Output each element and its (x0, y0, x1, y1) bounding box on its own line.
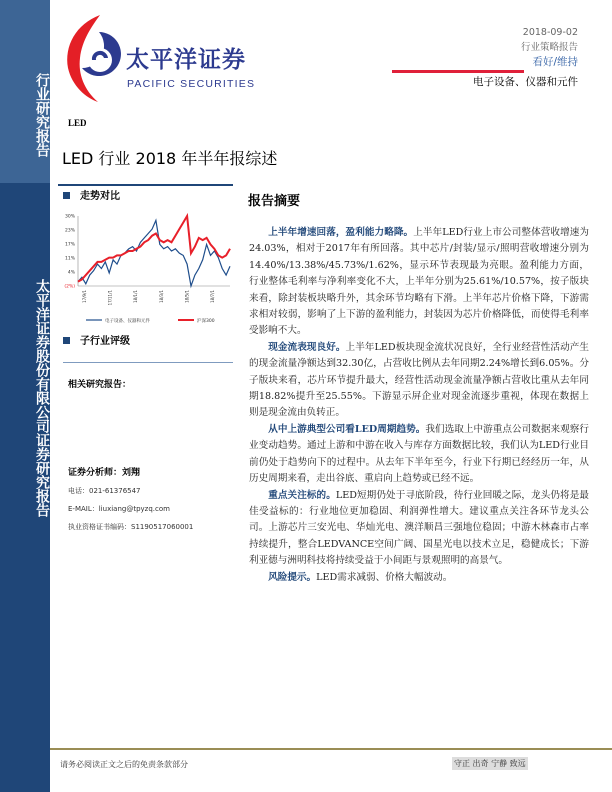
legend-label: 沪深300 (197, 319, 215, 324)
divider (63, 362, 233, 363)
y-tick-label: 30% (64, 214, 75, 220)
x-tick-label: 18/7/1 (210, 290, 215, 303)
related-reports-heading: 相关研究报告： (68, 380, 132, 390)
summary-heading: 报告摘要 (248, 194, 301, 209)
x-tick-label: 18/1/1 (133, 290, 139, 303)
rating: 看好/维持 (532, 56, 578, 68)
trend-chart (60, 210, 240, 328)
rating-underline (392, 70, 524, 73)
paragraph-lead: 上半年增速回落，盈利能力略降。 (268, 227, 414, 238)
analyst-phone: 电话：021-61376547 (68, 487, 141, 495)
footer-motto: 守正 出奇 宁静 致远 (452, 757, 528, 770)
sidebar-top-label: 行业研究报告 (34, 73, 50, 157)
company-logo (62, 12, 256, 102)
sidebar-bottom (0, 183, 50, 792)
sidebar-bottom-label: 太平洋证券股份有限公司证券研究报告 (34, 279, 50, 517)
x-tick-label: 18/3/1 (158, 290, 164, 303)
x-tick-label: 17/9/1 (82, 290, 87, 303)
analyst-email[interactable]: E-MAIL：liuxiang@tpyzq.com (68, 505, 170, 513)
paragraph-lead: 重点关注标的。 (268, 489, 336, 501)
y-tick-label: 23% (64, 228, 75, 234)
y-tick-label: 4% (67, 270, 75, 276)
tag-label: LED (68, 118, 87, 128)
summary-body (249, 225, 589, 586)
footer-disclaimer: 请务必阅读正文之后的免责条款部分 (60, 760, 188, 769)
sub-rating-text: 子行业评级 (80, 336, 130, 347)
summary-paragraph (249, 422, 589, 488)
summary-paragraph (249, 570, 589, 586)
paragraph-lead: 从中上游典型公司看LED周期趋势。 (268, 423, 426, 435)
report-type: 行业策略报告 (520, 42, 578, 53)
analyst-license: 执业资格证书编码：S1190517060001 (68, 523, 194, 531)
trend-heading (63, 191, 120, 203)
report-date: 2018-09-02 (522, 27, 578, 38)
paragraph-text: 上半年LED行业上市公司整体营收增速为24.03%，相对于2017年有所回落。其中芯片/封装/显示/照明营收增速分别为14.40%/13.38%/45.73%/1.62%，显示环节表现最为亮眼。盈利能力方面，行业整体毛利率与净利率变化不大，上半年分别为25.61%/10.57%，按子版块来看，除封装板块略升外，其余环节均略有下滑。上半年芯片价格下降，下游需求相对较弱，影响了上下游的盈利能力，封装因为芯片价格降低，而使得毛利率受影响不大。 (249, 227, 590, 337)
bullet-square-icon (63, 192, 70, 199)
sub-rating-heading (63, 336, 130, 348)
industry-name: 电子设备、仪器和元件 (473, 76, 578, 88)
paragraph-text: LED需求减弱、价格大幅波动。 (316, 571, 453, 583)
analyst-name: 证券分析师：刘翔 (68, 468, 141, 478)
page-title: LED 行业 2018 年半年报综述 (62, 149, 278, 168)
left-top-rule (58, 184, 233, 186)
y-tick-label: 17% (64, 242, 75, 248)
logo-mark-icon (62, 12, 122, 102)
trend-heading-text: 走势对比 (80, 191, 120, 202)
paragraph-lead: 现金流表现良好。 (268, 341, 346, 353)
y-tick-label: (2%) (64, 284, 75, 290)
paragraph-lead: 风险提示。 (268, 571, 317, 583)
y-tick-label: 11% (64, 256, 75, 262)
x-tick-label: 17/11/1 (107, 290, 113, 306)
footer-rule (50, 748, 612, 750)
series-line-industry (78, 220, 230, 286)
summary-paragraph (249, 225, 589, 340)
paragraph-text: LED短期仍处于寻底阶段，待行业回暖之际，龙头仍将是最佳受益标的：行业地位更加稳固、利润弹性增大。建议重点关注各环节龙头公司。上游芯片三安光电、华灿光电、澳洋顺昌三强地位稳固；中游木林森市占率持续提升，整合LEDVANCE空间广阔、国星光电以技术立足，稳健成长；下游利亚德与洲明科技将持续受益于小间距与景观照明的高景气。 (249, 489, 589, 567)
summary-paragraph (249, 488, 589, 570)
paragraph-text: 上半年LED板块现金流状况良好，全行业经营性活动产生的现金流量净额达到32.30亿，占营收比例从去年同期2.24%增长到6.05%。分子版块来看，芯片环节提升最大，经营性活动现金流量净额占营收比重从去年同期18.82%提升至25.55%。下游显示屏企业对现金流逐步重视，体现在数据上则是现金流由负转正。 (249, 341, 589, 419)
sidebar-top (0, 0, 50, 183)
logo-en: PACIFIC SECURITIES (127, 78, 256, 90)
bullet-square-icon (63, 337, 70, 344)
logo-cn: 太平洋证券 (126, 47, 246, 73)
paragraph-text: 我们选取上中游重点公司数据来观察行业变动趋势。通过上游和中游在收入与库存方面数据比较，我们认为LED行业目前仍处于趋势向下的过程中。从去年下半年至今，行业下行期已经经历一年，从历史周期来看，走出谷底、重启向上趋势或已经不远。 (249, 423, 589, 485)
summary-paragraph (249, 340, 589, 422)
legend-label: 电子设备、仪器和元件 (105, 319, 150, 324)
x-tick-label: 18/5/1 (184, 290, 190, 303)
